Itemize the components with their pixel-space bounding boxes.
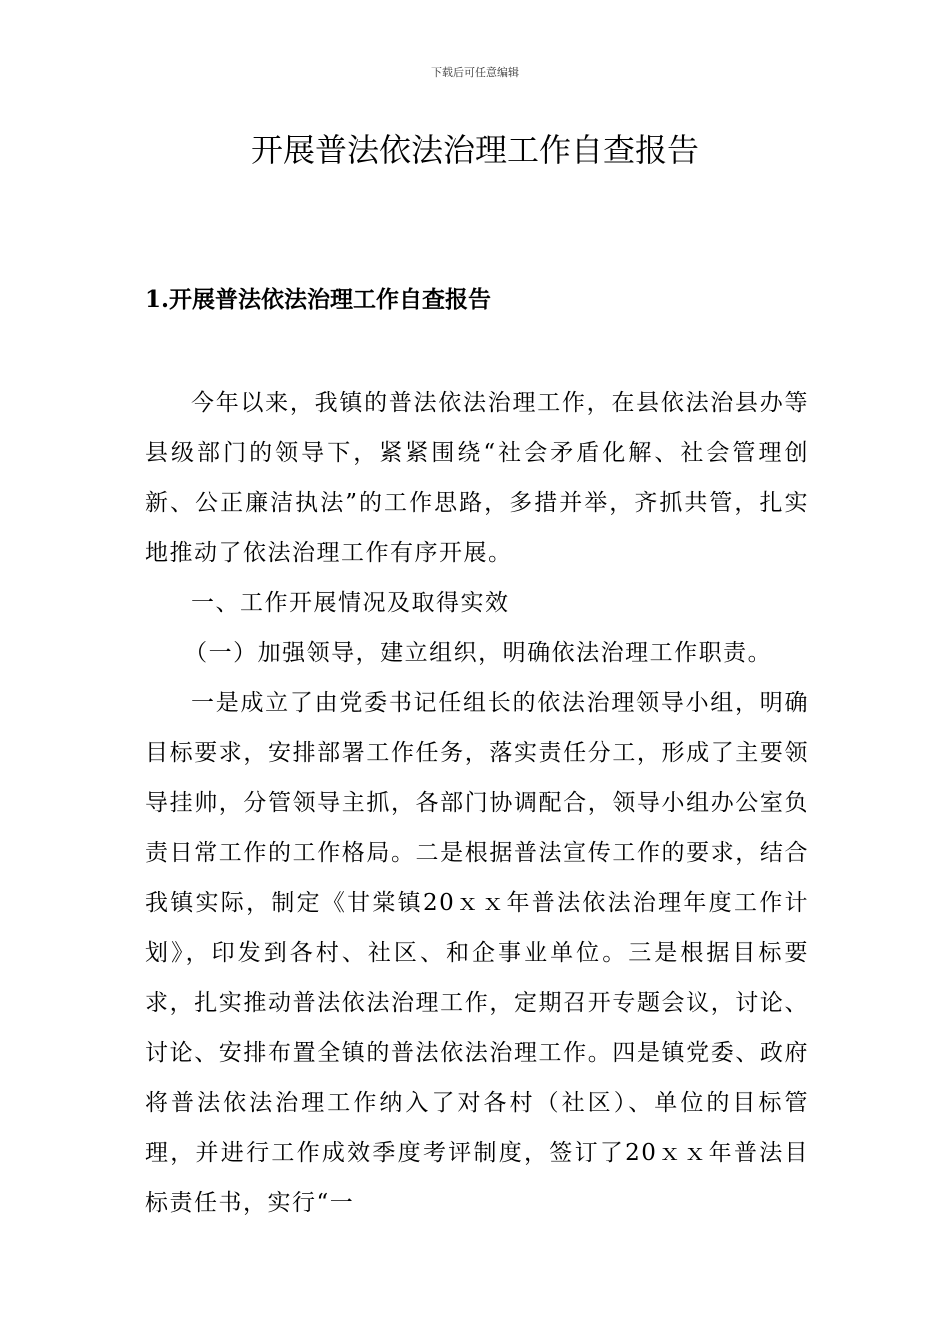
paragraph-subheading-1: （一）加强领导，建立组织，明确依法治理工作职责。 bbox=[184, 640, 773, 666]
paragraph-heading-1: 一、工作开展情况及取得实效 bbox=[191, 590, 510, 616]
paragraph-body: 一是成立了由党委书记任组长的依法治理领导小组，明确目标要求，安排部署工作任务，落实责任分工，形成了主要领导挂帅，分管领导主抓，各部门协调配合，领导小组办公室负责日常工作的工作格局。二是根据普法宣传工作的要求，结合我镇实际，制定《甘棠镇20ｘｘ年普法依法治理年度工作计划》，印发到各村、社区、和企事业单位。三是根据目标要求，扎实推动普法依法治理工作，定期召开专题会议，讨论、讨论、安排布置全镇的普法依法治理工作。四是镇党委、政府将普法依法治理工作纳入了对各村（社区）、单位的目标管理，并进行工作成效季度考评制度，签订了20ｘｘ年普法目标责任书，实行“一 bbox=[145, 690, 809, 1216]
header-note: 下载后可任意编辑 bbox=[431, 66, 519, 79]
section-heading: 1.开展普法依法治理工作自查报告 bbox=[145, 286, 492, 313]
paragraph-intro: 今年以来，我镇的普法依法治理工作，在县依法治县办等县级部门的领导下，紧紧围绕“社会矛盾化解、社会管理创新、公正廉洁执法”的工作思路，多措并举，齐抓共管，扎实地推动了依法治理工作有序开展。 bbox=[145, 390, 809, 566]
document-title: 开展普法依法治理工作自查报告 bbox=[250, 131, 699, 169]
document-body bbox=[145, 378, 809, 1228]
